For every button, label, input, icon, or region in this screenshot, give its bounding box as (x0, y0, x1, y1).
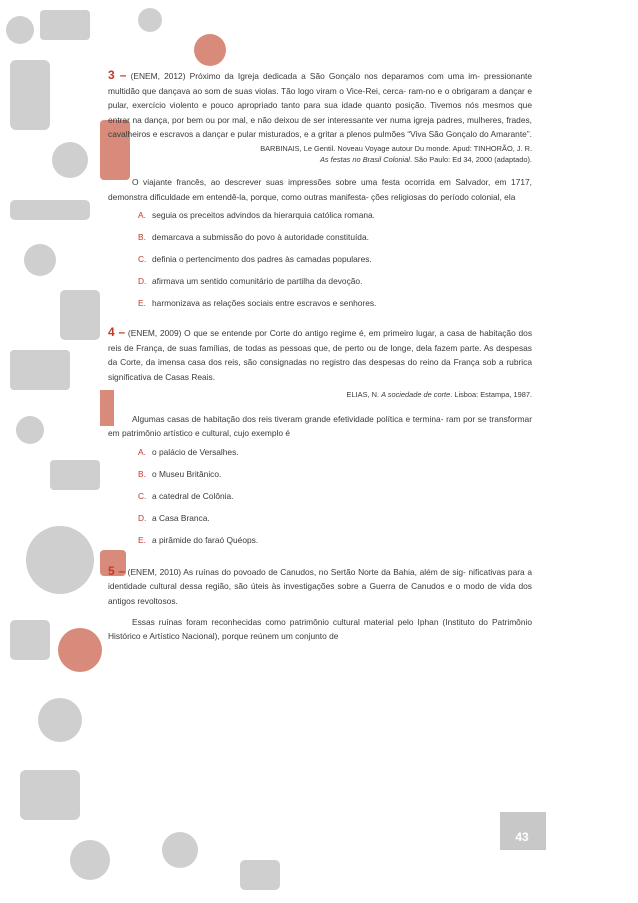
options-list (108, 210, 532, 309)
option-c: C. a catedral de Colônia. (138, 490, 234, 501)
question-5: 5 – (ENEM, 2010) As ruínas do povoado de Canudos, no Sertão Norte da Bahia, além de sig- nificativas para a identidade cultural dessa região, são úteis às investigações sobre a Guerra de Canudos e o modo de vida dos antigos revoltosos. Essas ruínas foram reconhecidas como patrimônio cultural material pelo Iphan (Instituto do Patrimônio Histórico e Artístico Nacional), porque reúnem um conjunto de (108, 564, 532, 644)
source-citation: BARBINAIS, Le Gentil. Noveau Voyage autour Du monde. Apud: TINHORÃO, J. R. As festas no Brasil Colonial. São Paulo: Ed 34, 2000 (adaptado). (260, 143, 532, 164)
flask-icon (10, 60, 50, 130)
question-number: 4 – (108, 325, 126, 340)
book-open-icon (10, 350, 70, 390)
atom-icon-2 (38, 698, 82, 742)
question-3 (108, 68, 532, 309)
music-note-icon (52, 142, 88, 178)
page-number: 43 (515, 830, 529, 844)
source-citation: ELIAS, N. A sociedade de corte. Lisboa: Estampa, 1987. (346, 389, 532, 399)
globe-accent-icon (194, 34, 226, 66)
page-content (108, 68, 532, 654)
globe-icon (26, 526, 94, 594)
question-prompt: Algumas casas de habitação dos reis tiveram grande efetividade política e termina- ram por se transformar em patrimônio artístico e cultural, cujo exemplo é (108, 413, 533, 439)
option-a: A. o palácio de Versalhes. (138, 446, 239, 457)
text-line: deixou de ser interessante ver numa igreja padres, mulheres, frades, cavalheiros e escravos (108, 114, 533, 140)
question-4: 4 – (ENEM, 2009) O que se entende por Corte do antigo regime é, em primeiro lugar, a casa de habitação dos reis de França, de suas famílias, de todas as pessoas que, de perto ou de longe, dela fazem parte. As despesas da Corte, da imensa casa dos reis, são consignadas no registro das despesas do reino da França sob a rubrica significativa de Casas Reais. ELIAS, N. A sociedade de corte. Lisboa: Estampa, 1987. Algumas casas de habitação dos reis tiveram grande efetividade política e termina- ram por se transformar em patrimônio artístico e cultural, cujo exemplo é A. o palácio de Versalhes. B. o Museu Britânico. C. a catedral de Colônia. D. a Casa Branca. E. a pirâmide do faraó Quéops. (108, 325, 533, 545)
text-line: ram-no e o obrigaram a dançar e pular, exercício violento e pouco apropriado tanto para sua (108, 85, 533, 111)
bird-icon (70, 840, 110, 880)
option-c: C. definia o pertencimento dos padres às camadas populares. (138, 254, 372, 265)
gear-icon (138, 8, 162, 32)
option-e: E. a pirâmide do faraó Quéops. (138, 534, 259, 545)
text-line: a dançar e pular misturados, e a gritar a plenos pulmões “Viva São Gonçalo do Amarante”. (195, 129, 532, 140)
question-number: 5 – (108, 563, 126, 578)
dna-icon (10, 200, 90, 220)
bar-chart-icon (240, 860, 280, 890)
option-a: A. seguia os preceitos advindos da hierarquia católica romana. (138, 210, 376, 221)
book-icon (40, 10, 90, 40)
pencil-icon (50, 460, 100, 490)
option-e: E. harmonizava as relações sociais entre escravos e senhores. (138, 298, 377, 309)
microscope-icon (20, 770, 80, 820)
question-prompt: O viajante francês, ao descrever suas impressões sobre uma festa ocorrida em Salvador, em 1717, demonstra dificuldade em entendê-la, porque, como outras manifesta- ções religiosas do período colonial, ela (108, 176, 532, 202)
chemistry-icon (16, 416, 44, 444)
magnet-accent-icon (58, 628, 102, 672)
question-number: 3 – (108, 68, 127, 82)
option-d: D. afirmava um sentido comunitário de partilha da devoção. (138, 276, 363, 287)
text-line: idade quanto posição. Tivemos nós mesmos que entrar na dança, por bem ou por mal, e não (108, 100, 532, 125)
option-b: B. demarcava a submissão do povo à autoridade constituída. (138, 232, 369, 243)
question-prompt: Essas ruínas foram reconhecidas como patrimônio cultural material pelo Iphan (Instituto do Patrimônio Histórico e Artístico Nacional), porque reúnem um conjunto de (108, 616, 533, 642)
option-d: D. a Casa Branca. (138, 512, 210, 523)
option-b: B. o Museu Britânico. (138, 468, 222, 479)
options-list (108, 447, 532, 546)
ruler-icon (10, 620, 50, 660)
atom-icon (6, 16, 34, 44)
bird-icon-2 (162, 832, 198, 868)
text-line: (ENEM, 2012) Próximo da Igreja dedicada a São Gonçalo nos deparamos com uma im- (130, 71, 480, 81)
bulb-icon (24, 244, 56, 276)
text-line: pressionante multidão que dançava ao som de suas violas. Tão logo viram o Vice-Rei, cerca- (108, 71, 533, 96)
beaker-icon (60, 290, 100, 340)
